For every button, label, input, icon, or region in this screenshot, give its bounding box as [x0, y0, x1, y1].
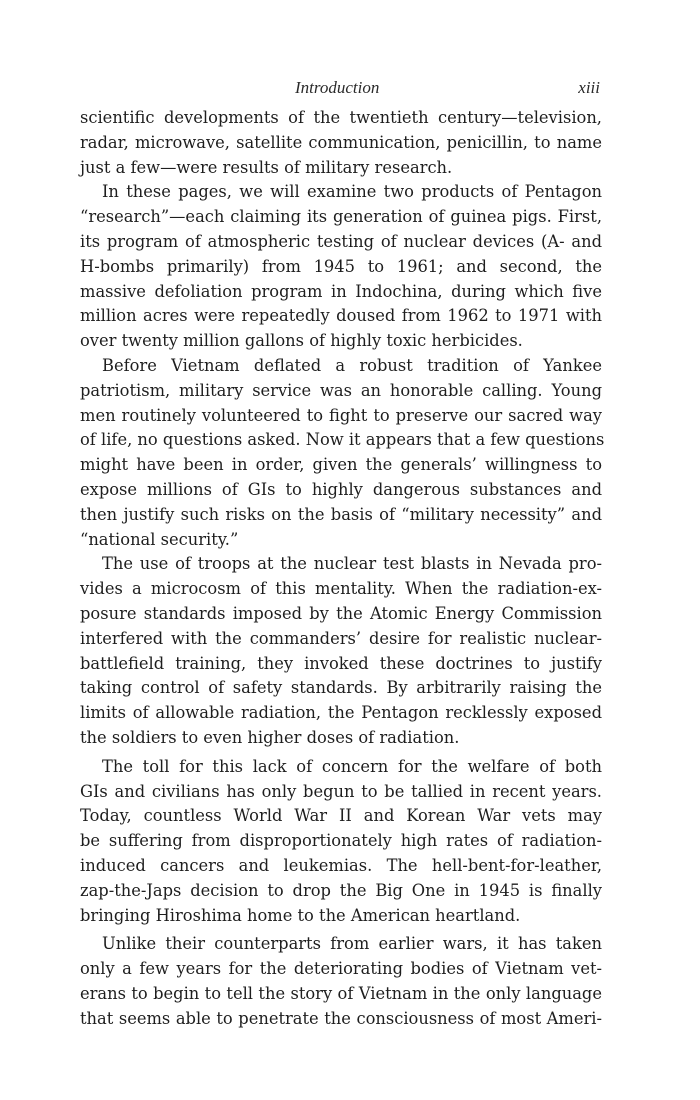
text-line: expose millions of GIs to highly dangerous substances and [80, 479, 602, 499]
text-line: zap-the-Japs decision to drop the Big One in 1945 is finally [80, 880, 602, 900]
text-line: patriotism, military service was an honorable calling. Young [80, 380, 602, 400]
text-line: million acres were repeatedly doused from 1962 to 1971 with [80, 306, 602, 326]
paragraph [80, 106, 602, 180]
text-line: massive defoliation program in Indochina, during which five [80, 281, 602, 301]
text-line: radar, microwave, satellite communication, penicillin, to name [80, 132, 602, 152]
text-line: of life, no questions asked. Now it appears that a few questions [80, 430, 605, 450]
text-line: just a few—were results of military research. [80, 157, 453, 177]
text-line: “national security.” [80, 529, 239, 549]
text-line: Before Vietnam deflated a robust tradition of Yankee [102, 355, 602, 375]
text-line: its program of atmospheric testing of nuclear devices (A- and [80, 231, 602, 251]
text-line: Today, countless World War II and Korean War vets may [80, 806, 602, 826]
text-line: battlefield training, they invoked these doctrines to justify [80, 653, 602, 673]
paragraph [80, 932, 602, 1031]
text-line: then justify such risks on the basis of “military necessity” and [80, 504, 602, 524]
text-line: be suffering from disproportionately high rates of radiation- [80, 831, 602, 851]
paragraph [80, 180, 602, 354]
text-line: that seems able to penetrate the consciousness of most Ameri- [80, 1008, 602, 1028]
text-line: bringing Hiroshima home to the American heartland. [80, 905, 521, 925]
text-line: In these pages, we will examine two products of Pentagon [102, 182, 602, 202]
text-line: over twenty million gallons of highly toxic herbicides. [80, 331, 523, 351]
running-title: Introduction [295, 78, 380, 97]
text-line: scientific developments of the twentieth century—television, [80, 108, 602, 127]
body-text [80, 106, 605, 1031]
text-line: only a few years for the deteriorating bodies of Vietnam vet- [80, 959, 602, 979]
paragraph [80, 354, 605, 552]
paragraph [80, 552, 602, 750]
text-line: taking control of safety standards. By arbitrarily raising the [80, 678, 602, 698]
text-line: might have been in order, given the generals’ willingness to [80, 455, 602, 475]
text-line: induced cancers and leukemias. The hell-bent-for-leather, [80, 855, 602, 875]
running-head [80, 78, 602, 102]
text-line: limits of allowable radiation, the Pentagon recklessly exposed [80, 703, 602, 723]
text-line: “research”—each claiming its generation of guinea pigs. First, [80, 207, 602, 227]
paragraph [80, 755, 602, 929]
text-line: men routinely volunteered to fight to preserve our sacred way [80, 405, 602, 425]
text-line: erans to begin to tell the story of Vietnam in the only language [80, 983, 602, 1003]
text-line: H-bombs primarily) from 1945 to 1961; and second, the [80, 256, 602, 276]
page-number: xiii [578, 78, 600, 97]
text-line: interfered with the commanders’ desire for realistic nuclear- [80, 628, 602, 648]
text-line: The use of troops at the nuclear test blasts in Nevada pro- [102, 554, 602, 574]
text-line: vides a microcosm of this mentality. When the radiation-ex- [80, 579, 602, 599]
text-line: GIs and civilians has only begun to be tallied in recent years. [80, 781, 602, 801]
book-page [80, 78, 605, 1031]
text-line: Unlike their counterparts from earlier wars, it has taken [102, 934, 602, 954]
text-line: the soldiers to even higher doses of radiation. [80, 727, 460, 747]
text-line: posure standards imposed by the Atomic Energy Commission [80, 603, 602, 623]
text-line: The toll for this lack of concern for the welfare of both [102, 756, 602, 776]
